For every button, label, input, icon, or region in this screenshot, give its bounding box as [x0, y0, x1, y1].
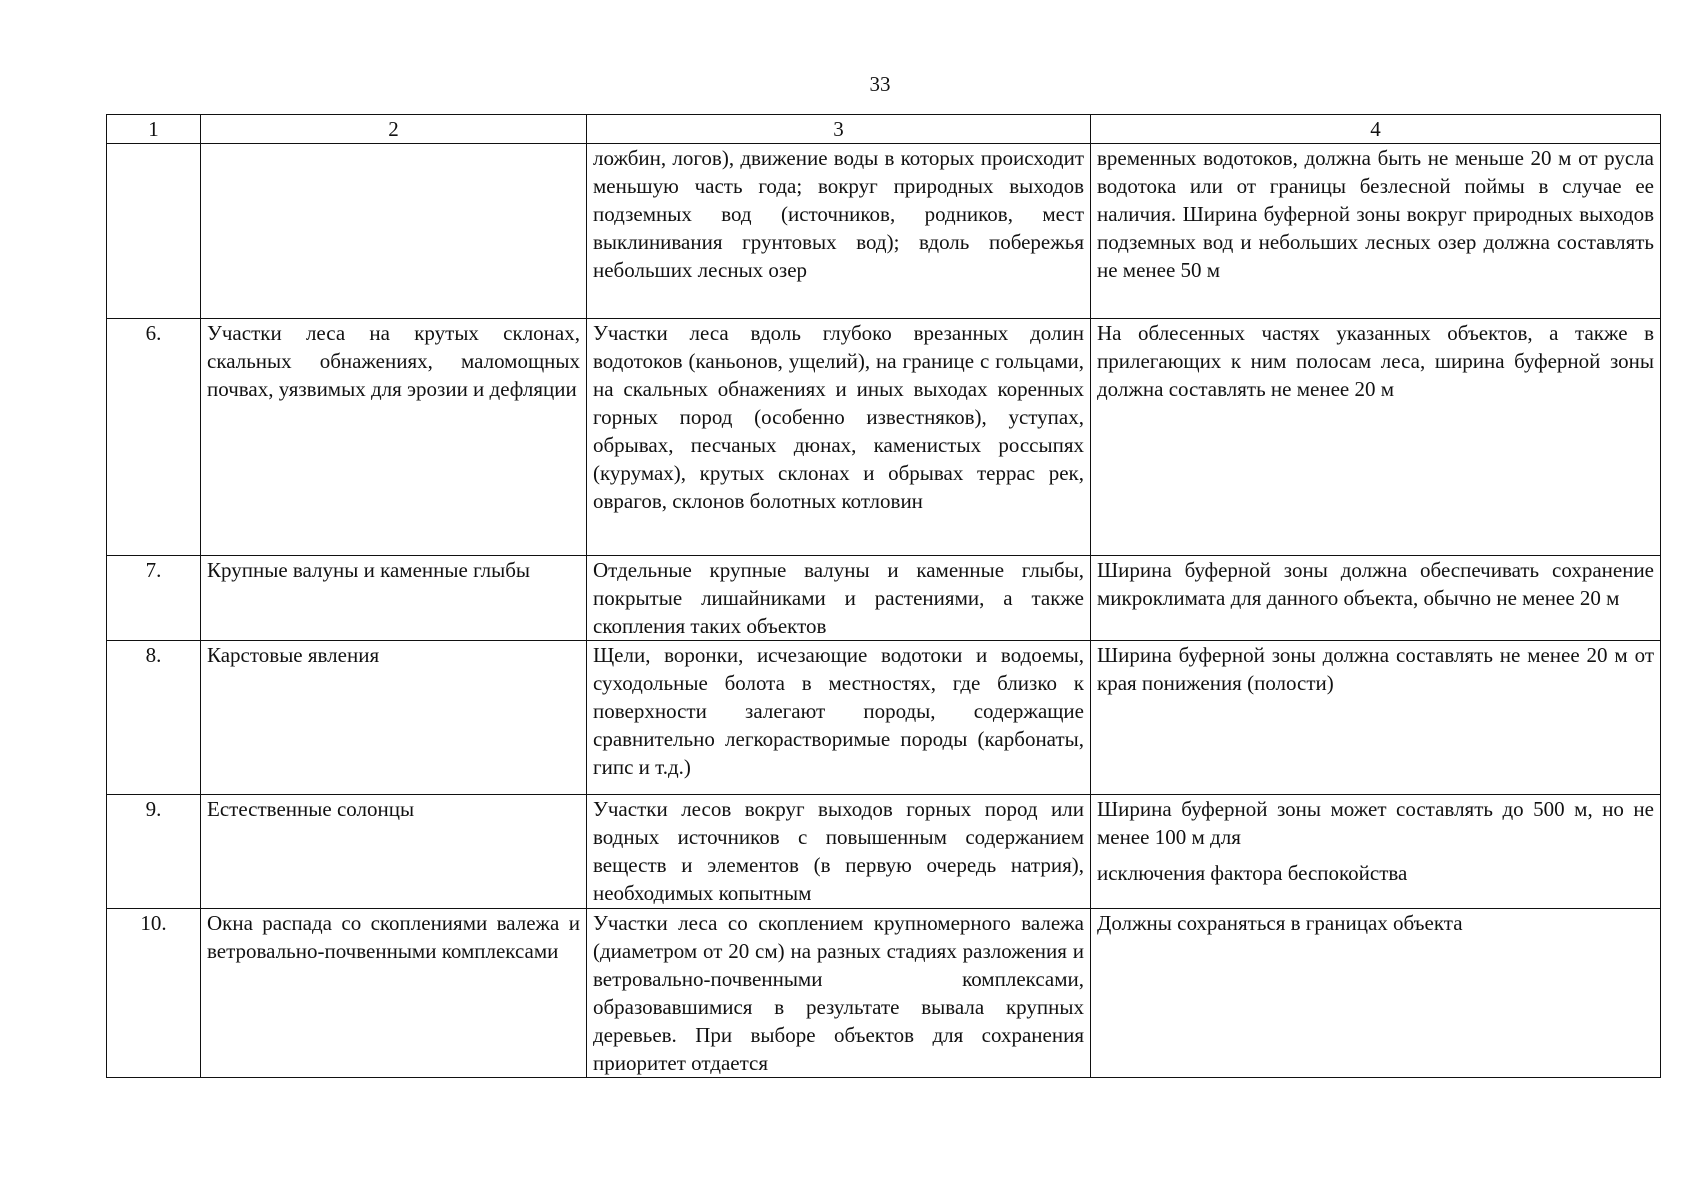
- object-description: Участки лесов вокруг выходов горных пород или водных источников с повышенным содержанием веществ и элементов (в первую очередь натрия), необходимых копытным: [587, 795, 1091, 909]
- buffer-zone-requirement: [1091, 795, 1661, 909]
- page-number: 33: [869, 72, 891, 96]
- row-number: [107, 144, 201, 319]
- column-header-4: 4: [1091, 115, 1661, 144]
- object-name: Участки леса на крутых склонах, скальных обнажениях, маломощных почвах, уязвимых для эрозии и дефляции: [201, 319, 587, 556]
- row-number: 6.: [107, 319, 201, 556]
- table-row: [107, 556, 1661, 641]
- object-name: Естественные солонцы: [201, 795, 587, 909]
- buffer-zone-requirement: На облесенных частях указанных объектов, а также в прилегающих к ним полосам леса, ширина буферной зоны должна составлять не менее 20 м: [1091, 319, 1661, 556]
- row-number: 8.: [107, 641, 201, 795]
- object-name: Крупные валуны и каменные глыбы: [201, 556, 587, 641]
- object-description: Отдельные крупные валуны и каменные глыбы, покрытые лишайниками и растениями, а также скопления таких объектов: [587, 556, 1091, 641]
- object-name: Окна распада со скоплениями валежа и ветровально-почвенными комплексами: [201, 909, 587, 1078]
- buffer-zone-requirement-main: Ширина буферной зоны может составлять до 500 м, но не менее 100 м для: [1097, 797, 1654, 849]
- object-name: Карстовые явления: [201, 641, 587, 795]
- table-header-row: [107, 115, 1661, 144]
- column-header-3: 3: [587, 115, 1091, 144]
- buffer-zone-requirement: Ширина буферной зоны должна обеспечивать сохранение микроклимата для данного объекта, обычно не менее 20 м: [1091, 556, 1661, 641]
- buffer-zone-requirement: временных водотоков, должна быть не меньше 20 м от русла водотока или от границы безлесной поймы в случае ее наличия. Ширина буферной зоны вокруг природных выходов подземных вод и небольших лесных озер должна составлять не менее 50 м: [1091, 144, 1661, 319]
- table-row: [107, 909, 1661, 1078]
- buffer-zone-requirement: Должны сохраняться в границах объекта: [1091, 909, 1661, 1078]
- object-description: Участки леса вдоль глубоко врезанных долин водотоков (каньонов, ущелий), на границе с гольцами, на скальных обнажениях и иных выходах коренных горных пород (особенно известняков), уступах, обрывах, песчаных дюнах, каменистых россыпях (курумах), крутых склонах и обрывах террас рек, оврагов, склонов болотных котловин: [587, 319, 1091, 556]
- table-row: [107, 144, 1661, 319]
- table-row: [107, 319, 1661, 556]
- buffer-zone-requirement-continuation: исключения фактора беспокойства: [1097, 861, 1408, 885]
- buffer-zone-requirement: Ширина буферной зоны должна составлять не менее 20 м от края понижения (полости): [1091, 641, 1661, 795]
- object-name: [201, 144, 587, 319]
- object-description: Участки леса со скоплением крупномерного валежа (диаметром от 20 см) на разных стадиях разложения и ветровально-почвенными комплексами, образовавшимися в результате вывала крупных деревьев. При выборе объектов для сохранения приоритет отдается: [587, 909, 1091, 1078]
- column-header-2: 2: [201, 115, 587, 144]
- object-description: ложбин, логов), движение воды в которых происходит меньшую часть года; вокруг природных выходов подземных вод (источников, родников, мест выклинивания грунтовых вод); вдоль побережья небольших лесных озер: [587, 144, 1091, 319]
- table-row: [107, 641, 1661, 795]
- column-header-1: 1: [107, 115, 201, 144]
- row-number: 7.: [107, 556, 201, 641]
- row-number: 9.: [107, 795, 201, 909]
- object-description: Щели, воронки, исчезающие водотоки и водоемы, суходольные болота в местностях, где близко к поверхности залегают породы, содержащие сравнительно легкорастворимые породы (карбонаты, гипс и т.д.): [587, 641, 1091, 795]
- buffer-zone-table: [106, 114, 1661, 1078]
- table-row: [107, 795, 1661, 909]
- row-number: 10.: [107, 909, 201, 1078]
